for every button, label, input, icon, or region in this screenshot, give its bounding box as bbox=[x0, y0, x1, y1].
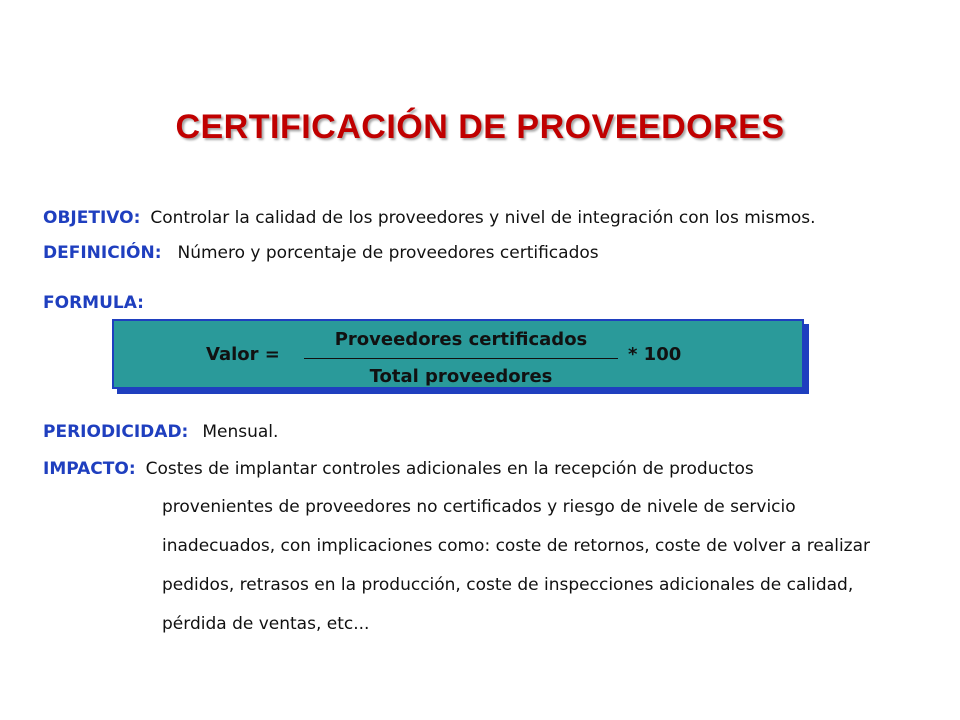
impacto-row bbox=[43, 459, 754, 479]
impacto-line-5: pérdida de ventas, etc... bbox=[162, 614, 370, 634]
definicion-text: Número y porcentaje de proveedores certificados bbox=[177, 243, 599, 263]
impacto-line-3: inadecuados, con implicaciones como: coste de retornos, coste de volver a realizar bbox=[162, 536, 871, 556]
objetivo-label: OBJETIVO: bbox=[43, 208, 141, 228]
formula-box bbox=[112, 319, 804, 389]
objetivo-row bbox=[43, 208, 816, 228]
formula-label: FORMULA: bbox=[43, 293, 144, 313]
formula-denominator: Total proveedores bbox=[369, 366, 553, 387]
periodicidad-text: Mensual. bbox=[202, 422, 279, 442]
formula-numerator: Proveedores certificados bbox=[334, 329, 588, 350]
periodicidad-label: PERIODICIDAD: bbox=[43, 422, 189, 442]
formula-multiplier: * 100 bbox=[628, 344, 682, 365]
objetivo-text: Controlar la calidad de los proveedores y nivel de integración con los mismos. bbox=[150, 208, 816, 228]
impacto-line-4: pedidos, retrasos en la producción, coste de inspecciones adicionales de calidad, bbox=[162, 575, 854, 595]
page-title: CERTIFICACIÓN DE PROVEEDORES bbox=[175, 108, 785, 146]
formula-row bbox=[43, 293, 154, 313]
formula-valor: Valor = bbox=[206, 344, 280, 365]
impacto-line-1: Costes de implantar controles adicionales en la recepción de productos bbox=[145, 459, 754, 479]
formula-fraction-bar bbox=[304, 358, 618, 359]
impacto-label: IMPACTO: bbox=[43, 459, 136, 479]
periodicidad-row bbox=[43, 422, 278, 442]
definicion-label: DEFINICIÓN: bbox=[43, 243, 162, 263]
impacto-line-2: provenientes de proveedores no certificados y riesgo de nivele de servicio bbox=[162, 497, 796, 517]
definicion-row bbox=[43, 243, 599, 263]
